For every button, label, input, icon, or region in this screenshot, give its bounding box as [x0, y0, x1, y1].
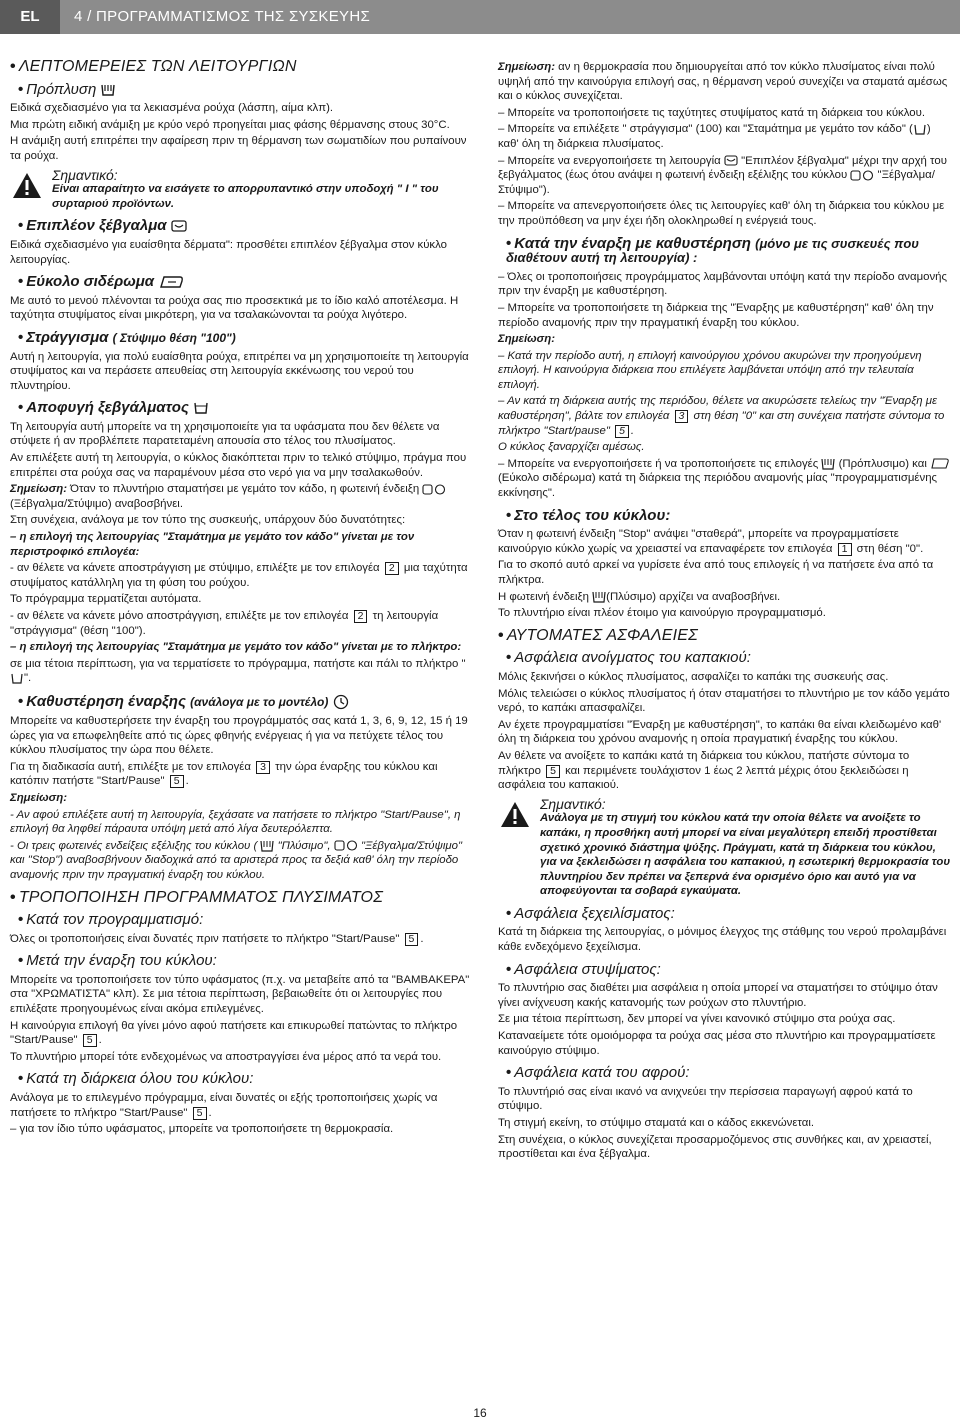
no-drain-option-1: – η επιλογή της λειτουργίας "Σταμάτημα με γεμάτο τον κάδο" γίνεται με τον περιστροφικό επιλογέα:: [10, 531, 415, 558]
easy-iron-heading: • Εύκολο σιδέρωμα: [18, 275, 472, 290]
iron-icon-2: [930, 458, 950, 469]
temperature-note: Σημείωση: αν η θερμοκρασία που δημιουργείται από τον κύκλο πλυσίματος είναι πολύ υψηλή από την καινούργια επιλογή σας, η θέρμανση νερού συνεχίζει να σταματά αμέσως και ο κύκλος συνεχίζεται.: [498, 61, 948, 103]
rinse-spin-icon-2: [334, 840, 358, 851]
delayed-start-note-2: – Αν κατά τη διάρκεια αυτής της περιόδου, θέλετε να ακυρώσετε τελείως την "Έναρξη με καθυστέρηση", βάλτε τον επιλογέα 3 στη θέση "0" και στη συνέχεια πατήστε σύντομα το πλήκτρο "Start/pause" 5 .: [498, 395, 945, 437]
page-header: [0, 0, 960, 34]
drain-text: Αυτή η λειτουργία, για πολύ ευαίσθητα ρούχα, επιτρέπει να μη χρησιμοποιείτε τη λειτουργία στυψίματος και να περάσετε απευθείας στη λειτουργία εκκένωσης του νερού του πλυντηρίου.: [10, 350, 469, 392]
delayed-start-text-1: – Όλες οι τροποποιήσεις προγράμματος λαμβάνονται υπόψη κατά την περίοδο αναμονής πριν την έναρξη με καθυστέρηση.: [498, 270, 947, 298]
end-of-cycle-text-3: Η φωτεινή ένδειξη (Πλύσιμο) αρχίζει να αναβοσβήνει.: [498, 590, 781, 603]
whole-cycle-text-1: Ανάλογα με το επιλεγμένο πρόγραμμα, είναι δυνατές οι εξής τροποποιήσεις χωρίς να πατήσετε το πλήκτρο "Start/Pause" 5 .: [10, 1092, 438, 1119]
foam-safety-text-3: Στη συνέχεια, ο κύκλος συνεχίζεται προσαρμοζόμενος στις συνθήκες και, αν χρειαστεί, προστίθεται και ένα ξέβγαλμα.: [498, 1133, 932, 1161]
delayed-start-text-2: – Μπορείτε να τροποποιήσετε τη διάρκεια της "Έναρξης με καθυστέρηση" καθ' όλη την περίοδο αναμονής πριν την πραγματική έναρξη του κύκλου.: [498, 301, 934, 329]
rinse-hold-key-icon: [10, 673, 24, 684]
no-drain-text-1: Τη λειτουργία αυτή μπορείτε να τη χρησιμοποιείτε για τα υφάσματα που δεν θέλετε να στύψετε ή αν προβλέπετε παρατεταμένη απουσία στο τέλος του πλυσίματος.: [10, 420, 440, 448]
overflow-safety-text: Κατά τη διάρκεια της λειτουργίας, ο μόνιμος έλεγχος της στάθμης του νερού προλαμβάνει κάθε ενδεχόμενο ξεχείλισμα.: [498, 926, 947, 954]
delay-text-2: Για τη διαδικασία αυτή, επιλέξτε με τον επιλογέα 3 την ώρα έναρξης του κύκλου και κατόπιν πατήστε "Start/Pause" 5 .: [10, 760, 438, 788]
lid-safety-text-3: Αν έχετε προγραμματίσει "Έναρξη με καθυστέρηση", το καπάκι θα είναι κλειδωμένο καθ' όλη τη διάρκεια του χρόνου αναμονής η οποία πραγματική έναρξης του κύκλου.: [498, 718, 942, 746]
modify-extra-rinse-text: – Μπορείτε να ενεργοποιήσετε τη λειτουργία "Επιπλέον ξέβγαλμα" μέχρι την αρχή του ξεβγάλματος (έως ότου ανάψει η φωτεινή ένδειξη εξέλιξης του κύκλου "Ξέβγαλμα/ Στύψιμο").: [498, 154, 947, 196]
no-drain-text-4: Στη συνέχεια, ανάλογα με τον τύπο της συσκευής, υπάρχουν δύο δυνατότητες:: [10, 514, 406, 527]
start-pause-key-5: 5: [170, 775, 184, 788]
warning-text-2: Ανάλογα με τη στιγμή του κύκλου κατά την οποία θέλετε να ανοίξετε το καπάκι, η προσθήκη αυτή μπορεί να είναι μεγαλύτερη επειδή προστίθεται σχετικό χρονικό διάστημα ψύξης. Πράγματι, κατά τη διάρκεια του κύκλου, για να ξεκλειδώσει η ασφάλεια του καπακιού, η εσωτερική θερμοκρασία του πλυντηρίου δεν πρέπει να ξεπερνά ένα ορισμένο όριο και αυτό για να αποφεύγονται τα σοβαρά εγκαύματα.: [540, 812, 951, 898]
no-drain-heading: • Αποφυγή ξεβγάλματος: [18, 401, 472, 416]
chapter-title: 4 / ΠΡΟΓΡΑΜΜΑΤΙΣΜΟΣ ΤΗΣ ΣΥΣΚΕΥΗΣ: [74, 8, 371, 25]
page-number: 16: [473, 1406, 487, 1420]
iron-icon: [158, 275, 184, 289]
no-drain-text-8: - αν θέλετε να κάνετε μόνο αποστράγγιση, επιλέξτε με τον επιλογέα 2 τη λειτουργία "στράγγισμα" (θέση "100").: [10, 610, 439, 637]
warning-box-detergent: [10, 168, 472, 212]
disable-functions-text: – Μπορείτε να απενεργοποιήσετε όλες τις λειτουργίες καθ' όλη τη διάρκεια του κύκλου με την προϋπόθεση να μην έχει ήδη ολοκληρωθεί η ενέργειά τους.: [498, 200, 945, 227]
no-drain-text-10: σε μια τέτοια περίπτωση, για να τερματίσετε το πρόγραμμα, πατήστε και πάλι το πλήκτρο "".: [10, 657, 466, 685]
whole-cycle-heading: • Κατά τη διάρκεια όλου του κύκλου:: [18, 1070, 254, 1088]
foam-safety-text-2: Τη στιγμή εκείνη, το στύψιμο σταματά και ο κάδος εκκενώνεται.: [498, 1117, 815, 1129]
clock-icon: [333, 694, 349, 710]
prewash-icon-2: [821, 458, 835, 470]
delayed-start-text-3: – Μπορείτε να ενεργοποιήσετε ή να τροποποιήσετε τις επιλογές (Πρόπλυσιμο) και (Εύκολο σιδέρωμα) κατά τη διάρκεια της περιόδου αναμονής μίας "προγραμματισμένης εκκίνησης".: [498, 457, 954, 501]
during-programming-heading: • Κατά τον προγραμματισμό:: [18, 911, 204, 929]
delayed-start-heading: • Κατά την έναρξη με καθυστέρηση (μόνο με τις συσκευές που διαθέτουν αυτή τη λειτουργία) :: [506, 234, 919, 266]
selector-key-3: 3: [256, 761, 270, 774]
overflow-safety-heading: • Ασφάλεια ξεχειλίσματος:: [506, 904, 675, 922]
section-title-details: • ΛΕΠΤΟΜΕΡΕΙΕΣ ΤΩΝ ΛΕΙΤΟΥΡΓΙΩΝ: [10, 58, 297, 75]
delay-note-2: - Οι τρεις φωτεινές ενδείξεις εξέλιξης του κύκλου ( "Πλύσιμο", "Ξέβγαλμα/Στύψιμο" και "Stop") αναβοσβήνουν διαδοχικά από τα αριστερά προς τα δεξιά καθ' όλη την περίοδο αναμονής πριν την πραγματική έναρξη του κύκλου.: [10, 839, 463, 881]
no-drain-note: Σημείωση: Όταν το πλυντήριο σταματήσει με γεμάτο τον κάδο, η φωτεινή ένδειξη (Ξέβγαλμα/Στύψιμο) αναβοσβήνει.: [10, 482, 472, 511]
extra-rinse-heading: • Επιπλέον ξέβγαλμα: [18, 219, 472, 234]
foam-safety-text-1: Το πλυντήριό σας είναι ικανό να ανιχνεύει την περίσσεια παραγωγή αφρού κατά το στύψιμο.: [498, 1085, 913, 1113]
right-column: [498, 60, 954, 1164]
during-programming-text: Όλες οι τροποποιήσεις είναι δυνατές πριν πατήσετε το πλήκτρο "Start/Pause" 5 .: [10, 932, 424, 945]
easy-iron-text: Με αυτό το μενού πλένονται τα ρούχα σας πιο προσεκτικά με το ίδιο καλό αποτέλεσμα. Η ταχύτητα στυψίματος είναι μικρότερη, για να τσαλακώνονται τα ρούχα λιγότερο.: [10, 294, 459, 322]
modify-spin-text: – Μπορείτε να τροποποιήσετε τις ταχύτητες στυψίματος κατά τη διάρκεια του κύκλου.: [498, 106, 925, 119]
no-drain-text-2: Αν επιλέξετε αυτή τη λειτουργία, ο κύκλος διακόπτεται πριν το τελικό στύψιμο, πράγμα που επιτρέπει στα ρούχα σας να παραμένουν μέσα στο νερό για να μην τσαλακωθούν.: [10, 452, 467, 479]
wash-icon: [260, 840, 274, 852]
prewash-icon: [100, 83, 116, 97]
no-drain-text-6: - αν θέλετε να κάνετε αποστράγγιση με στύψιμο, επιλέξτε με τον επιλογέα 2 μια ταχύτητα στυψίματος κατάλληλη για τη φύση του ρούχου.: [10, 562, 468, 589]
rinse-spin-icon-3: [850, 170, 874, 181]
prewash-text-3: Η ανάμιξη αυτή επιτρέπει την αφαίρεση πριν τη θέρμανση των σωματιδίων που ρυπαίνουν τα ρούχα.: [10, 135, 467, 162]
extra-rinse-text: Ειδικά σχεδιασμένο για ευαίσθητα δέρματα": προσθέτει επιπλέον ξέβγαλμα στον κύκλο λειτουργίας.: [10, 238, 447, 266]
end-of-cycle-text-1: Όταν η φωτεινή ένδειξη "Stop" ανάψει "σταθερά", μπορείτε να προγραμματίσετε καινούργιο κύκλο χωρίς να χρειαστεί να επαναφέρετε τον επιλογέα 1 στη θέση "0".: [498, 528, 924, 555]
lid-safety-text-2: Μόλις τελειώσει ο κύκλος πλυσίματος ή όταν σταματήσει το πλυντήριο με τον κάδο γεμάτο νερό, το καπάκι απασφαλίζει.: [498, 687, 950, 715]
start-pause-key-5c: 5: [83, 1034, 97, 1047]
after-start-text-1: Μπορείτε να τροποποιήσετε τον τύπο υφάσματος (π.χ. να μεταβείτε από τα "ΒΑΜΒΑΚΕΡΑ" στα "ΧΡΩΜΑΤΙΣΤΑ" κλπ). Σε μια τέτοια περίπτωση, βεβαιωθείτε ότι οι λειτουργίες που επιλέξατε προηγουμένως είναι ακόμα επιλεγμένες.: [10, 973, 470, 1016]
warning-icon: [12, 172, 42, 199]
warning-icon-2: [500, 801, 530, 828]
whole-cycle-text-2: – για τον ίδιο τύπο υφάσματος, μπορείτε να τροποποιήσετε τη θερμοκρασία.: [10, 1123, 394, 1136]
after-start-heading: • Μετά την έναρξη του κύκλου:: [18, 952, 217, 970]
no-drain-option-2: – η επιλογή της λειτουργίας "Σταμάτημα με γεμάτο τον κάδο" γίνεται με το πλήκτρο:: [10, 641, 462, 654]
prewash-text-1: Ειδικά σχεδιασμένο για τα λεκιασμένα ρούχα (λάσπη, αίμα κλπ).: [10, 102, 334, 115]
warning-text: Είναι απαραίτητο να εισάγετε το απορρυπαντικό στην υποδοχή " I " του συρταριού προϊόντων.: [52, 183, 439, 210]
foam-safety-heading: • Ασφάλεια κατά του αφρού:: [506, 1064, 690, 1082]
start-pause-key-5e: 5: [615, 425, 629, 438]
delayed-start-note-1: – Κατά την περίοδο αυτή, η επιλογή καινούργιου χρόνου ακυρώνει την προηγούμενη επιλογή. Η καινούργια διάρκεια που επιλέγετε λαμβάνεται υπόψη από την τελευταία επιλογή.: [498, 349, 922, 391]
delay-text-1: Μπορείτε να καθυστερήσετε την έναρξη του προγράμματός σας κατά 1, 3, 6, 9, 12, 15 ή 19 ώρες για να επωφεληθείτε από τις ώρες φθηνής ενέργειας ή για να πετύχετε τέλος του κύκλου πλυσίματος την ώρα που θέλετε.: [10, 714, 468, 757]
selector-key-3b: 3: [675, 410, 689, 423]
rinse-hold-icon: [193, 401, 209, 415]
drain-heading: • Στράγγισμα ( Στύψιμο θέση "100"): [18, 328, 236, 346]
end-of-cycle-text-2: Για το σκοπό αυτό αρκεί να γυρίσετε ένα από τους επιλογείς ή να πατήσετε ένα από τα πλήκτρα.: [498, 559, 934, 586]
language-tab: EL: [0, 0, 60, 34]
lid-safety-text-4: Αν θέλετε να ανοίξετε το καπάκι κατά τη διάρκεια του κύκλου, πατήστε σύντομα το πλήκτρο 5 και περιμένετε τουλάχιστον 1 έως 2 λεπτά μέχρις ότου ξεκλειδώσει η ασφάλεια του καπακιού.: [498, 749, 910, 792]
prewash-heading: • Πρόπλυση: [18, 83, 472, 98]
warning-box-lid: [498, 797, 954, 899]
spin-safety-text-2: Σε μια τέτοια περίπτωση, δεν μπορεί να γίνει κανονικό στύψιμο στα ρούχα σας.: [498, 1013, 896, 1026]
delay-note-1: - Αν αφού επιλέξετε αυτή τη λειτουργία, ξεχάσατε να πατήσετε το πλήκτρο "Start/Pause", η επιλογή θα ληφθεί πάραυτα υπόψη μετά από λίγα δευτερόλεπτα.: [10, 808, 461, 836]
start-pause-key-5b: 5: [405, 933, 419, 946]
rinse-hold-icon-2: [913, 124, 927, 135]
selector-key-2b: 2: [354, 610, 368, 623]
extra-rinse-icon-2: [724, 155, 738, 166]
modify-drain-text: – Μπορείτε να επιλέξετε " στράγγισμα" (100) και "Σταμάτημα με γεμάτο τον κάδο" ( ) καθ' όλη τη διάρκεια πλυσίματος.: [498, 123, 931, 150]
section-title-modify: • ΤΡΟΠΟΠΟΙΗΣΗ ΠΡΟΓΡΑΜΜΑΤΟΣ ΠΛΥΣΙΜΑΤΟΣ: [10, 888, 383, 906]
end-of-cycle-heading: • Στο τέλος του κύκλου:: [506, 506, 671, 524]
warning-title: Σημαντικό:: [52, 166, 118, 183]
warning-title-2: Σημαντικό:: [540, 795, 606, 812]
left-column: [10, 60, 472, 1139]
wash-icon-2: [592, 591, 606, 603]
prewash-text-2: Μια πρώτη ειδική ανάμιξη με κρύο νερό προηγείται μιας φάσης θέρμανσης στους 30°C.: [10, 118, 450, 131]
delayed-start-note-title: Σημείωση:: [498, 333, 555, 346]
rinse-spin-icon: [422, 484, 446, 495]
delayed-start-note-3: Ο κύκλος ξαναρχίζει αμέσως.: [498, 441, 645, 454]
selector-key-2: 2: [385, 562, 399, 575]
lid-safety-text-1: Μόλις ξεκινήσει ο κύκλος πλυσίματος, ασφαλίζει το καπάκι της συσκευής σας.: [498, 670, 889, 683]
no-drain-text-7: Το πρόγραμμα τερματίζεται αυτόματα.: [10, 593, 202, 606]
lid-safety-heading: • Ασφάλεια ανοίγματος του καπακιού:: [506, 649, 751, 667]
spin-safety-text-1: Το πλυντήριο σας διαθέτει μια ασφάλεια η οποία μπορεί να σταματήσει το στύψιμο όταν γίνει ανίχνευση κακής κατανομής των ρούχων στο πλυντήριο.: [498, 982, 938, 1009]
delay-heading: • Καθυστέρηση έναρξης (ανάλογα με το μοντέλο): [18, 694, 472, 710]
after-start-text-3: Το πλυντήριο μπορεί τότε ενδεχομένως να αποστραγγίσει ένα μέρος από τα νερά του.: [10, 1050, 442, 1063]
start-pause-key-5f: 5: [546, 765, 560, 778]
end-of-cycle-text-4: Το πλυντήριο είναι πλέον έτοιμο για καινούργιο προγραμματισμό.: [498, 607, 826, 620]
spin-safety-text-3: Καταναείμετε τότε ομοιόμορφα τα ρούχα σας μέσα στο πλυντήριο και προγραμματίσετε καινούργιο στύψιμο.: [498, 1030, 936, 1057]
delay-note-title: Σημείωση:: [10, 791, 67, 804]
spin-safety-heading: • Ασφάλεια στυψίματος:: [506, 960, 661, 978]
after-start-text-2: Η καινούργια επιλογή θα γίνει μόνο αφού πατήσετε και επικυρωθεί πατώντας το πλήκτρο "Start/Pause" 5 .: [10, 1019, 458, 1047]
extra-rinse-icon: [171, 220, 187, 232]
section-title-safety: • ΑΥΤΟΜΑΤΕΣ ΑΣΦΑΛΕΙΕΣ: [498, 626, 698, 644]
start-pause-key-5d: 5: [193, 1107, 207, 1120]
selector-key-1: 1: [838, 543, 852, 556]
